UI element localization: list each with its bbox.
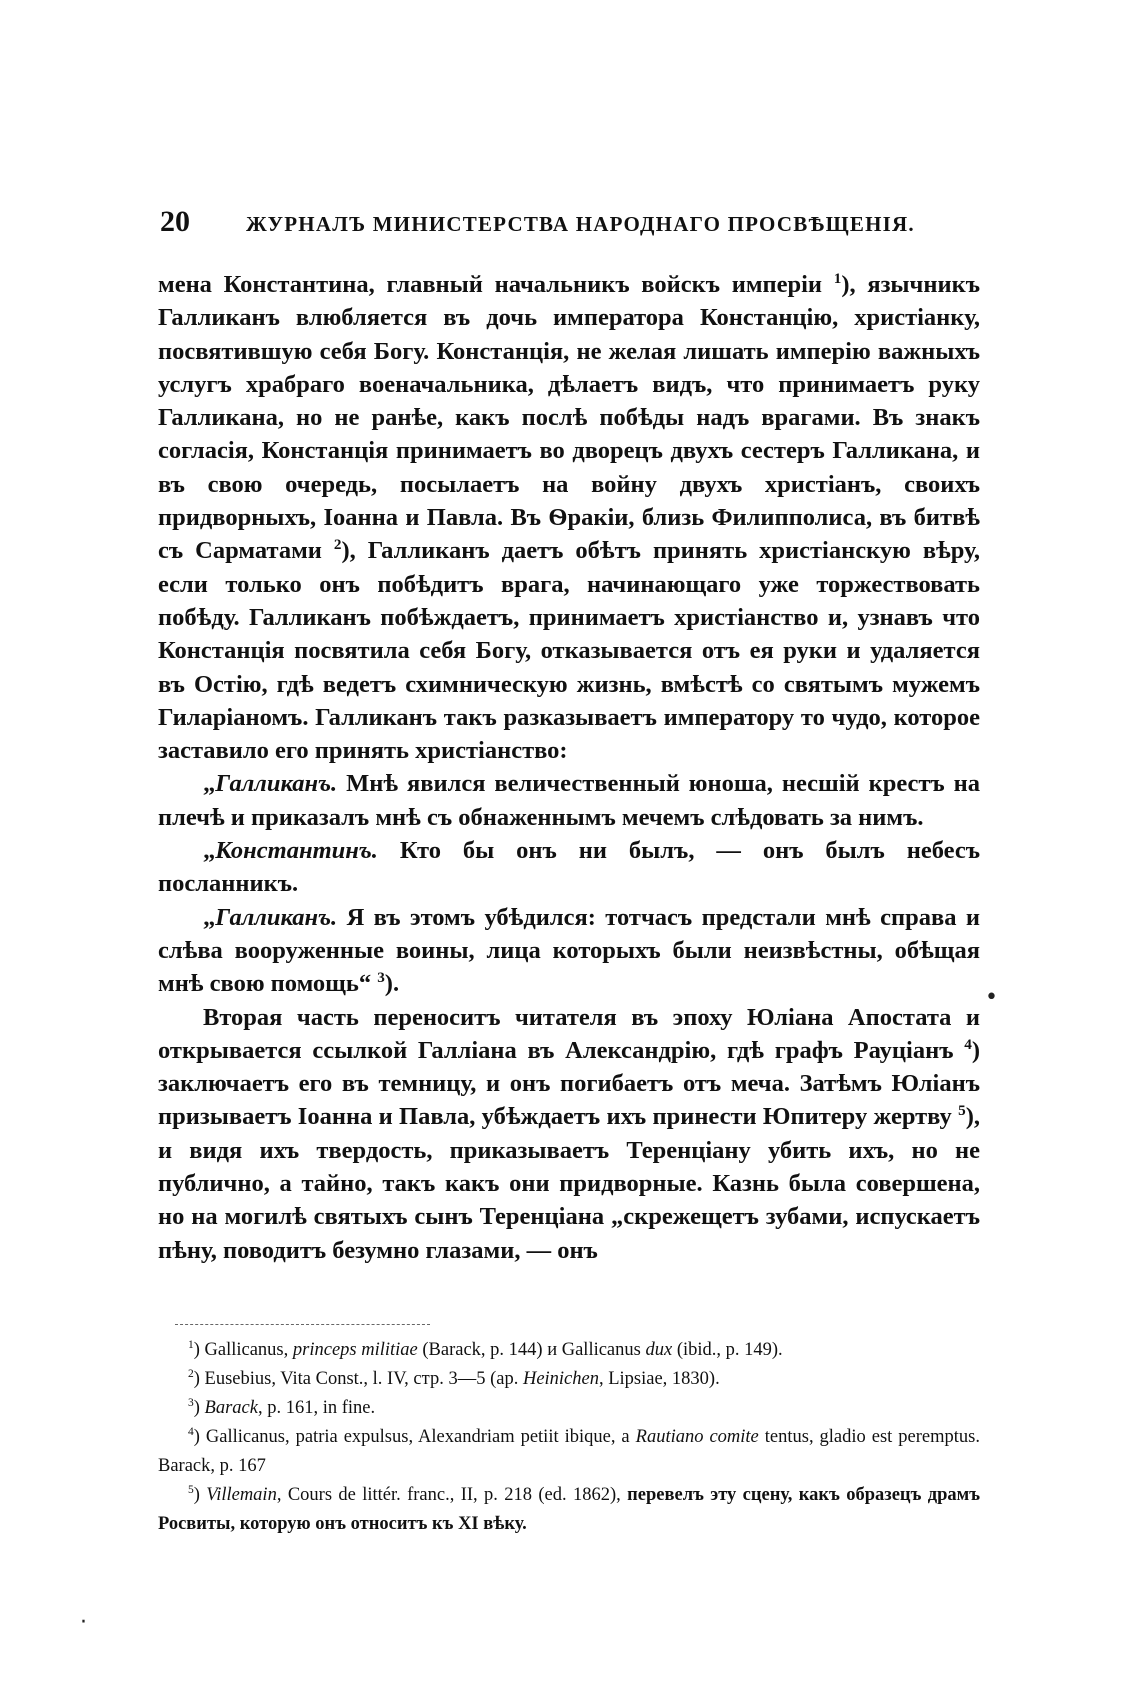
main-text — [158, 268, 980, 1267]
footnote-4 — [158, 1423, 980, 1481]
speech-text: Я въ этомъ убѣдился: тотчасъ предстали мнѣ справа и слѣва вооруженные воины, лица которыхъ были неизвѣстны, обѣщая мнѣ свою помощь“ — [158, 903, 980, 998]
footnote-number: 3 — [188, 1396, 194, 1409]
text-run: ), Галликанъ даетъ обѣтъ принять христіанскую вѣру, если только онъ побѣдитъ врага, начинающаго уже торжествовать побѣду. Галликанъ побѣждаетъ, принимаетъ христіанство и, узнавъ что Констанція посвятила себя Богу, отказывается отъ ея руки и удаляется въ Остію, гдѣ ведетъ схимническую жизнь, вмѣстѣ со святымъ мужемъ Гиларіаномъ. Галликанъ такъ разказываетъ императору то чудо, которое заставило его принять христіанство: — [158, 537, 980, 765]
speech-text: Кто бы онъ ни былъ, — онъ былъ небесъ посланникъ. — [158, 837, 980, 898]
text-run: Rautiano comite — [635, 1427, 759, 1447]
text-run: ). — [384, 970, 400, 998]
running-title: ЖУРНАЛЪ МИНИСТЕРСТВА НАРОДНАГО ПРОСВѢЩЕНІЯ. — [246, 212, 915, 236]
footnote-5 — [158, 1481, 980, 1539]
text-run: ), язычникъ Галликанъ влюбляется въ дочь императора Констанцію, христіанку, посвятившую себя Богу. Констанція, не желая лишать имперію важныхъ услугъ храбраго военачальника, дѣлаетъ видъ, что принимаетъ руку Галликана, но не ранѣе, какъ послѣ побѣды надъ врагами. Въ знакъ согласія, Констанція принимаетъ во дворецъ двухъ сестеръ Галликана, и въ свою очередь, посылаетъ на войну двухъ христіанъ, своихъ придворныхъ, Іоанна и Павла. Въ Ѳракіи, близь Филипполиса, въ битвѣ съ Сарматами — [158, 271, 981, 565]
footnote-3 — [158, 1394, 980, 1423]
footnote-1 — [158, 1336, 980, 1365]
footnote-ref-5: 5 — [958, 1102, 966, 1120]
text-run: ) — [193, 1398, 205, 1418]
page-header — [160, 205, 980, 239]
footnote-ref-3: 3 — [377, 969, 385, 987]
text-run: (Barack, p. 144) и Gallicanus — [417, 1340, 646, 1360]
text-run: , Cours de littér. franc., II, p. 218 (ed. 1862), — [276, 1485, 628, 1505]
text-run: ), и видя ихъ твердость, приказываетъ Теренціану убить ихъ, но не публично, а тайно, такъ какъ они придворные. Казнь была совершена, но на могилѣ святыхъ сынъ Теренціана „скрежещетъ зубами, испускаетъ пѣну, поводитъ безумно глазами, — онъ — [158, 1103, 980, 1264]
text-run: (ibid., p. 149). — [672, 1340, 783, 1360]
quote-mark: „ — [203, 837, 216, 865]
print-speck: · — [80, 1610, 87, 1635]
footnote-number: 4 — [188, 1425, 194, 1438]
text-run: , Lipsiae, 1830). — [598, 1369, 720, 1389]
footnote-ref-4: 4 — [964, 1035, 972, 1053]
footnote-number: 1 — [188, 1338, 194, 1351]
quote-mark: „ — [203, 903, 216, 931]
speaker-name: Галликанъ. — [215, 903, 338, 931]
text-run: ) Eusebius, Vita Const., l. IV, стр. 3—5 (ap. — [193, 1369, 523, 1389]
speaker-name: Константинъ. — [215, 837, 378, 865]
text-run: Вторая часть переноситъ читателя въ эпоху Юліана Апостата и открывается ссылкой Галліана въ Александрію, гдѣ графъ Рауціанъ — [158, 1003, 980, 1064]
quote-mark: „ — [203, 770, 216, 798]
dialogue-constantine — [158, 834, 980, 901]
text-run: ) — [193, 1485, 207, 1505]
text-run: Barack — [204, 1398, 258, 1418]
speech-text: Мнѣ явился величественный юноша, несшій крестъ на плечѣ и приказалъ мнѣ съ обнаженнымъ мечемъ слѣдовать за нимъ. — [158, 770, 980, 831]
footnote-number: 2 — [188, 1367, 194, 1380]
text-run: мена Константина, главный начальникъ войскъ имперіи — [158, 271, 834, 298]
text-run: Heinichen — [522, 1369, 599, 1389]
text-run: , p. 161, in fine. — [257, 1398, 376, 1418]
footnote-ref-1: 1 — [833, 269, 842, 287]
text-run: ) Gallicanus, patria expulsus, Alexandriam petiit ibique, a — [193, 1427, 636, 1447]
footnote-2 — [158, 1365, 980, 1394]
footnotes — [158, 1336, 980, 1539]
text-run: tentus, gladio est peremptus. Barack, p. 167 — [158, 1427, 980, 1476]
text-run: ) заключаетъ его въ темницу, и онъ погибаетъ отъ меча. Затѣмъ Юліанъ призываетъ Іоанна и Павла, убѣждаетъ ихъ принести Юпитеру жертву — [158, 1036, 980, 1131]
paragraph-1 — [158, 268, 980, 767]
text-run: dux — [645, 1340, 673, 1360]
dialogue-gallicanus-1 — [158, 767, 980, 834]
footnote-number: 5 — [188, 1483, 194, 1496]
text-run: princeps militiae — [292, 1340, 418, 1360]
text-run: Villemain — [206, 1485, 277, 1505]
text-run: ) Gallicanus, — [193, 1340, 293, 1360]
footnote-ref-2: 2 — [333, 536, 342, 554]
text-run: перевелъ эту сцену, какъ образецъ драмъ Росвиты, которую онъ относитъ къ XI вѣку. — [158, 1485, 981, 1534]
footnotes-divider — [175, 1324, 430, 1325]
speaker-name: Галликанъ. — [215, 770, 338, 798]
dialogue-gallicanus-2 — [158, 901, 980, 1001]
page-number: 20 — [160, 205, 190, 238]
paragraph-2 — [158, 1001, 980, 1267]
print-speck: • — [985, 985, 998, 1010]
